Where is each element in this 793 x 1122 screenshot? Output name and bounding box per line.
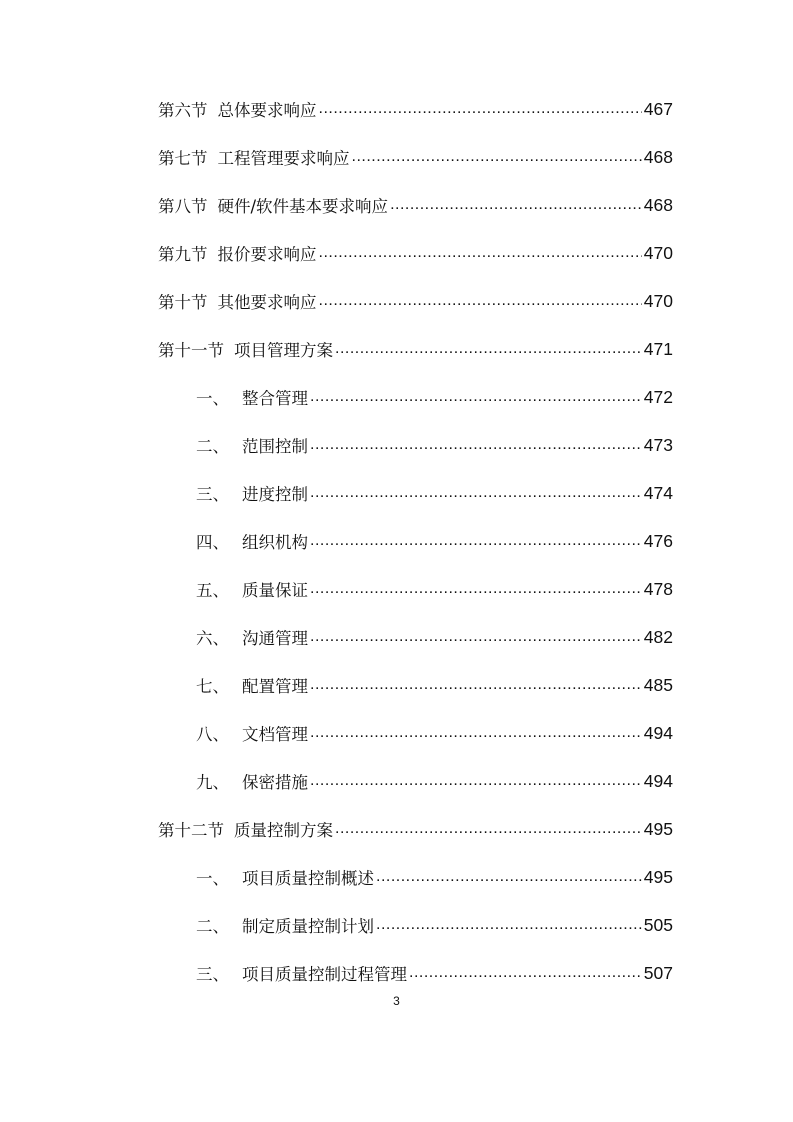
dot-leader: [376, 868, 642, 886]
toc-entry-title: 整合管理: [242, 389, 308, 408]
toc-entry-page: 476: [643, 530, 673, 551]
toc-entry[interactable]: [158, 277, 673, 325]
dot-leader: [390, 196, 642, 214]
toc-entry[interactable]: [158, 709, 673, 757]
toc-entry-title: 沟通管理: [242, 629, 308, 648]
toc-entry-title: 工程管理要求响应: [217, 149, 350, 168]
toc-entry-page: 470: [643, 290, 673, 311]
toc-entry-title: 质量保证: [242, 581, 308, 600]
toc-entry-title: 组织机构: [242, 533, 308, 552]
toc-entry-page: 467: [643, 98, 673, 119]
toc-entry-page: 472: [643, 386, 673, 407]
toc-entry[interactable]: [158, 229, 673, 277]
dot-leader: [409, 964, 642, 982]
toc-entry-number: 五、: [196, 581, 229, 600]
toc-entry-title: 项目管理方案: [234, 341, 333, 360]
toc-entry-number: 第十二节: [158, 821, 224, 840]
toc-entry-number: 八、: [196, 725, 229, 744]
toc-entry-page: 473: [643, 434, 673, 455]
dot-leader: [319, 100, 642, 118]
toc-entry-number: 一、: [196, 869, 229, 888]
toc-entry[interactable]: [158, 325, 673, 373]
toc-entry-page: 495: [643, 866, 673, 887]
toc-entry-title: 文档管理: [242, 725, 308, 744]
dot-leader: [376, 916, 642, 934]
toc-entry-title: 保密措施: [242, 773, 308, 792]
toc-entry-page: 494: [643, 770, 673, 791]
dot-leader: [310, 484, 642, 502]
toc-entry-page: 468: [643, 146, 673, 167]
toc-entry-page: 471: [643, 338, 673, 359]
toc-entry-title: 制定质量控制计划: [242, 917, 374, 936]
dot-leader: [310, 388, 642, 406]
page-number: 3: [393, 994, 400, 1008]
toc-entry-number: 一、: [196, 389, 229, 408]
dot-leader: [352, 148, 642, 166]
dot-leader: [335, 820, 642, 838]
toc-entry-title: 进度控制: [242, 485, 308, 504]
toc-entry-page: 495: [643, 818, 673, 839]
toc-entry-number: 第十节: [158, 293, 208, 312]
toc-entry-number: 第六节: [158, 101, 208, 120]
toc-entry[interactable]: [158, 133, 673, 181]
table-of-contents: [158, 85, 673, 997]
toc-entry-title: 硬件/软件基本要求响应: [217, 197, 389, 216]
toc-entry[interactable]: [158, 517, 673, 565]
toc-entry[interactable]: [158, 613, 673, 661]
toc-entry-page: 505: [643, 914, 673, 935]
toc-entry-title: 范围控制: [242, 437, 308, 456]
dot-leader: [310, 436, 642, 454]
toc-entry-title: 其他要求响应: [217, 293, 317, 312]
dot-leader: [310, 628, 642, 646]
toc-entry-page: 470: [643, 242, 673, 263]
dot-leader: [335, 340, 642, 358]
dot-leader: [319, 292, 642, 310]
dot-leader: [310, 676, 642, 694]
toc-entry-number: 第九节: [158, 245, 208, 264]
toc-entry-title: 项目质量控制概述: [242, 869, 374, 888]
toc-entry[interactable]: [158, 901, 673, 949]
toc-entry-number: 九、: [196, 773, 229, 792]
dot-leader: [310, 724, 642, 742]
dot-leader: [310, 772, 642, 790]
toc-entry[interactable]: [158, 373, 673, 421]
toc-entry-page: 482: [643, 626, 673, 647]
toc-entry[interactable]: [158, 853, 673, 901]
toc-entry-title: 配置管理: [242, 677, 308, 696]
toc-entry-number: 二、: [196, 917, 229, 936]
toc-entry-title: 质量控制方案: [234, 821, 333, 840]
toc-entry[interactable]: [158, 565, 673, 613]
toc-entry-title: 项目质量控制过程管理: [242, 965, 407, 984]
toc-entry-page: 474: [643, 482, 673, 503]
toc-entry-number: 六、: [196, 629, 229, 648]
toc-entry[interactable]: [158, 805, 673, 853]
toc-entry-page: 507: [643, 962, 673, 983]
toc-entry-number: 四、: [196, 533, 229, 552]
toc-entry[interactable]: [158, 949, 673, 997]
toc-entry[interactable]: [158, 469, 673, 517]
toc-entry[interactable]: [158, 85, 673, 133]
toc-entry-number: 七、: [196, 677, 229, 696]
toc-entry-number: 第七节: [158, 149, 208, 168]
toc-entry-number: 三、: [196, 965, 229, 984]
toc-entry[interactable]: [158, 421, 673, 469]
toc-entry-number: 第十一节: [158, 341, 224, 360]
toc-entry-number: 二、: [196, 437, 229, 456]
dot-leader: [310, 580, 642, 598]
toc-entry[interactable]: [158, 661, 673, 709]
toc-entry-number: 第八节: [158, 197, 208, 216]
toc-entry-title: 报价要求响应: [217, 245, 317, 264]
toc-entry[interactable]: [158, 757, 673, 805]
toc-entry-page: 485: [643, 674, 673, 695]
toc-entry-number: 三、: [196, 485, 229, 504]
toc-entry-page: 478: [643, 578, 673, 599]
toc-entry-page: 494: [643, 722, 673, 743]
toc-entry-title: 总体要求响应: [217, 101, 317, 120]
toc-entry[interactable]: [158, 181, 673, 229]
dot-leader: [319, 244, 642, 262]
toc-entry-page: 468: [643, 194, 673, 215]
dot-leader: [310, 532, 642, 550]
